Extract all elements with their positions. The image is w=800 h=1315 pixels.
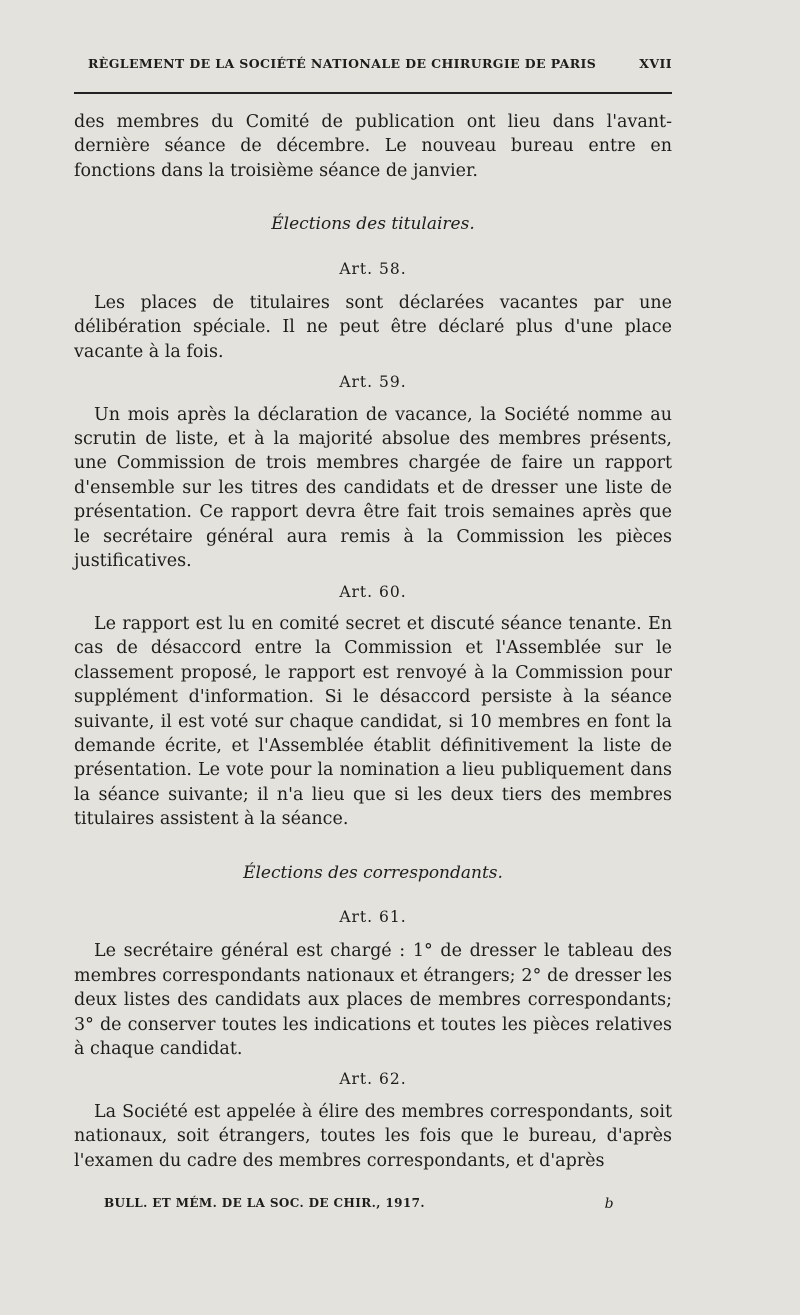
intro-paragraph: des membres du Comité de publication ont lieu dans l'avant-dernière séance de décembre. Le nouveau bureau entre en fonctions dans la troisième séance de janvier. bbox=[74, 112, 672, 181]
page-body bbox=[74, 110, 672, 1173]
signature-mark: b bbox=[604, 1196, 614, 1212]
page-footer bbox=[104, 1196, 614, 1212]
article-label-62: Art. 62. bbox=[339, 1070, 407, 1089]
article-text-62: La Société est appelée à élire des membres correspondants, soit nationaux, soit étrangers, toutes les fois que le bureau, d'après l'examen du cadre des membres correspondants, et d'après bbox=[74, 1101, 672, 1171]
section-heading-titulaires: Élections des titulaires. bbox=[271, 214, 475, 235]
running-title: RÈGLEMENT DE LA SOCIÉTÉ NATIONALE DE CHIRURGIE DE PARIS bbox=[88, 56, 597, 71]
article-label-61: Art. 61. bbox=[339, 907, 407, 926]
article-text-61: Le secrétaire général est chargé : 1° de dresser le tableau des membres correspondants nationaux et étrangers; 2° de dresser les deux listes des candidats aux places de membres correspondants; 3° de conserver toutes les indications et toutes les pièces relatives à chaque candidat. bbox=[74, 941, 672, 1059]
section-heading-correspondants: Élections des correspondants. bbox=[243, 862, 503, 883]
article-label-60: Art. 60. bbox=[339, 582, 407, 601]
running-header bbox=[88, 56, 672, 71]
page-number: XVII bbox=[639, 56, 672, 71]
article-label-58: Art. 58. bbox=[339, 259, 407, 278]
footer-citation: BULL. ET MÉM. DE LA SOC. DE CHIR., 1917. bbox=[104, 1196, 425, 1210]
article-text-60: Le rapport est lu en comité secret et discuté séance tenante. En cas de désaccord entre la Commission et l'Assemblée sur le classement proposé, le rapport est renvoyé à la Commission pour supplément d'information. Si le désaccord persiste à la séance suivante, il est voté sur chaque candidat, si 10 membres en font la demande écrite, et l'Assemblée établit définitivement la liste de présentation. Le vote pour la nomination a lieu publiquement dans la séance suivante; il n'a lieu que si les deux tiers des membres titulaires assistent à la séance. bbox=[74, 613, 672, 830]
header-rule bbox=[74, 92, 672, 94]
article-label-59: Art. 59. bbox=[339, 373, 407, 392]
article-text-58: Les places de titulaires sont déclarées vacantes par une délibération spéciale. Il ne peut être déclaré plus d'une place vacante à la fois. bbox=[74, 293, 672, 362]
article-text-59: Un mois après la déclaration de vacance, la Société nomme au scrutin de liste, et à la majorité absolue des membres présents, une Commission de trois membres chargée de faire un rapport d'ensemble sur les titres des candidats et de dresser une liste de présentation. Ce rapport devra être fait trois semaines après que le secrétaire général aura remis à la Commission les pièces justificatives. bbox=[74, 404, 672, 572]
